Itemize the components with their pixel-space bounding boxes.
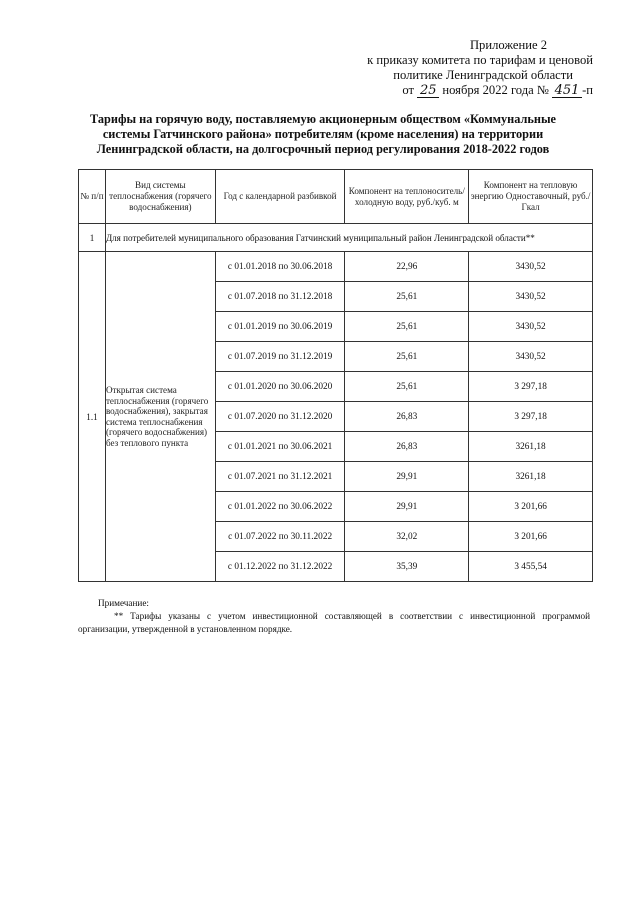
group-num: 1.1	[79, 252, 106, 582]
water-cell: 25,61	[345, 372, 469, 402]
date-day-handwritten: 25	[417, 84, 439, 98]
water-cell: 25,61	[345, 312, 469, 342]
water-cell: 25,61	[345, 342, 469, 372]
period-cell: с 01.07.2021 по 31.12.2021	[215, 462, 345, 492]
heat-cell: 3261,18	[469, 462, 593, 492]
header-component-heat: Компонент на тепловую энергию Одноставочный, руб./Гкал	[469, 170, 593, 224]
date-prefix: от	[402, 83, 415, 97]
appendix-committee: политике Ленинградской области	[393, 68, 573, 82]
table-row	[79, 252, 593, 282]
heat-cell: 3430,52	[469, 342, 593, 372]
water-cell: 32,02	[345, 522, 469, 552]
heat-cell: 3 297,18	[469, 402, 593, 432]
table-header-row	[79, 170, 593, 224]
period-cell: с 01.01.2022 по 30.06.2022	[215, 492, 345, 522]
period-cell: с 01.12.2022 по 31.12.2022	[215, 552, 345, 582]
document-title: Тарифы на горячую воду, поставляемую акционерным обществом «Коммунальные системы Гатчинского района» потребителям (кроме населения) на территории Ленинградской области, на долгосрочный период регулирования 2018-2022 годов	[89, 112, 556, 156]
period-cell: с 01.01.2019 по 30.06.2019	[215, 312, 345, 342]
section-row	[79, 224, 593, 252]
header-num: № п/п	[79, 170, 106, 224]
heat-cell: 3430,52	[469, 312, 593, 342]
order-suffix: -п	[582, 83, 593, 97]
section-text: Для потребителей муниципального образования Гатчинский муниципальный район Ленинградской области**	[105, 224, 592, 252]
water-cell: 29,91	[345, 492, 469, 522]
heat-cell: 3 201,66	[469, 522, 593, 552]
water-cell: 29,91	[345, 462, 469, 492]
period-cell: с 01.07.2019 по 31.12.2019	[215, 342, 345, 372]
note-text: ** Тарифы указаны с учетом инвестиционной составляющей в соответствии с инвестиционной программой организации, утвержденной в установленном порядке.	[78, 611, 590, 634]
date-month-year: ноября 2022 года №	[442, 83, 549, 97]
heat-cell: 3430,52	[469, 252, 593, 282]
water-cell: 26,83	[345, 402, 469, 432]
header-year: Год с календарной разбивкой	[215, 170, 345, 224]
note-block	[78, 597, 590, 636]
period-cell: с 01.01.2020 по 30.06.2020	[215, 372, 345, 402]
heat-cell: 3 455,54	[469, 552, 593, 582]
appendix-order-ref: к приказу комитета по тарифам и ценовой	[367, 53, 593, 67]
period-cell: с 01.07.2018 по 31.12.2018	[215, 282, 345, 312]
note-label: Примечание:	[98, 598, 149, 608]
heat-cell: 3430,52	[469, 282, 593, 312]
header-system: Вид системы теплоснабжения (горячего водоснабжения)	[105, 170, 215, 224]
water-cell: 25,61	[345, 282, 469, 312]
heat-cell: 3 201,66	[469, 492, 593, 522]
appendix-header	[367, 38, 593, 98]
appendix-title: Приложение 2	[469, 38, 547, 52]
section-num: 1	[79, 224, 106, 252]
heat-cell: 3261,18	[469, 432, 593, 462]
period-cell: с 01.01.2018 по 30.06.2018	[215, 252, 345, 282]
appendix-date-line	[367, 83, 593, 98]
period-cell: с 01.07.2020 по 31.12.2020	[215, 402, 345, 432]
header-component-water: Компонент на теплоноситель/холодную воду, руб./куб. м	[345, 170, 469, 224]
group-desc: Открытая система теплоснабжения (горячего водоснабжения), закрытая система теплоснабжения (горячего водоснабжения) без теплового пункта	[105, 252, 215, 582]
water-cell: 26,83	[345, 432, 469, 462]
tariff-table	[78, 169, 593, 582]
water-cell: 22,96	[345, 252, 469, 282]
order-number-handwritten: 451	[552, 84, 582, 98]
water-cell: 35,39	[345, 552, 469, 582]
heat-cell: 3 297,18	[469, 372, 593, 402]
period-cell: с 01.07.2022 по 30.11.2022	[215, 522, 345, 552]
period-cell: с 01.01.2021 по 30.06.2021	[215, 432, 345, 462]
